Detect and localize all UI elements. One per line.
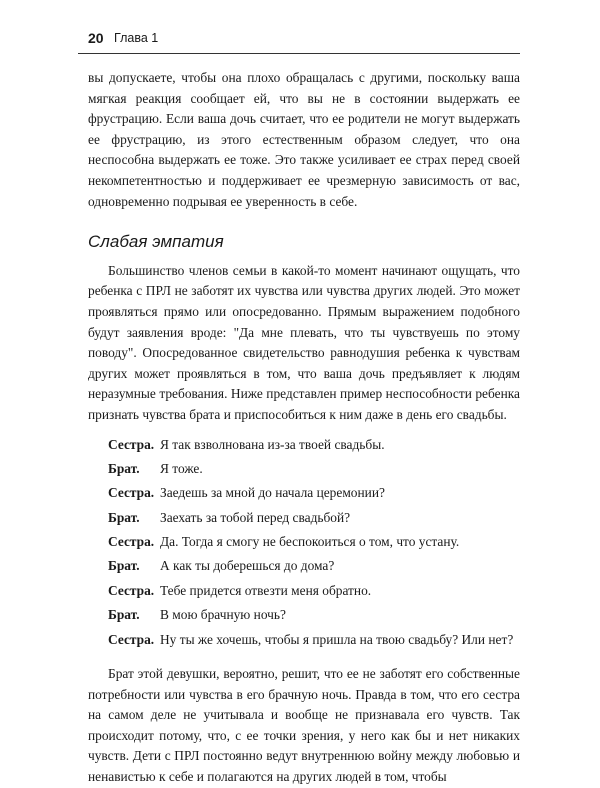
dialog-speaker: Брат. [108, 460, 140, 476]
paragraph-weak-empathy: Большинство членов семьи в какой-то момент начинают ощущать, что ребенка с ПРЛ не заботят их чувства или чувства других людей. Это может проявляться прямо или опосредованно. Прямым выражением подобного будут заявления вроде: "Да мне плевать, что ты чувствуешь по этому поводу". Опосредованное свидетельство равнодушия ребенка к чувствам других может проявляться в том, что ваша дочь предъявляет к людям неразумные требования. Ниже представлен пример неспособности ребенка признать чувства брата и приспособиться к ним даже в день его свадьбы. [88, 262, 520, 422]
dialog-text: Ну ты же хочешь, чтобы я пришла на твою свадьбу? Или нет? [160, 631, 514, 647]
dialog-speaker: Брат. [108, 558, 140, 574]
header-rule [78, 53, 520, 54]
page-number: 20 [88, 30, 104, 46]
dialog-speaker: Брат. [108, 607, 140, 623]
dialog-speaker: Сестра. [108, 436, 155, 452]
dialog-line [108, 581, 520, 605]
dialog-text: Да. Тогда я смогу не беспокоиться о том, что устану. [160, 534, 460, 550]
dialog-line [108, 556, 520, 580]
dialog-text: Заехать за тобой перед свадьбой? [160, 509, 351, 525]
dialog-text: А как ты доберешься до дома? [160, 558, 335, 574]
paragraph-brother: Брат этой девушки, вероятно, решит, что ее не заботят его собственные потребности или чувства в его брачную ночь. Правда в том, что его сестра на самом деле не учитывала и вообще не признавала его чувств. Так происходит потому, что, с ее точки зрения, у него как бы и нет никаких чувств. Дети с ПРЛ постоянно ведут внутреннюю войну между любовью и ненавистью к себе и полагаются на других людей в том, чтобы [88, 666, 520, 784]
paragraph-continuation: вы допускаете, чтобы она плохо обращалась с другими, поскольку ваша мягкая реакция сообщает ей, что вы не в состоянии выдержать ее фрустрацию. Если ваша дочь считает, что ее родители не могут выдержать ее фрустрацию, из этого естественным образом следует, что она неспособна выдержать ее тоже. Это также усиливает ее страх перед своей некомпетентностью и поддерживает ее чрезмерную зависимость от вас, одновременно подрывая ее уверенность в себе. [88, 70, 520, 209]
dialog-speaker: Сестра. [108, 485, 155, 501]
dialog-speaker: Брат. [108, 509, 140, 525]
dialog-speaker: Сестра. [108, 631, 155, 647]
running-header [88, 30, 520, 50]
dialog-text: Тебе придется отвезти меня обратно. [160, 582, 372, 598]
dialog-line [108, 435, 520, 459]
dialog-text: Заедешь за мной до начала церемонии? [160, 485, 385, 501]
dialog-line [108, 630, 520, 654]
dialog-text: Я так взволнована из-за твоей свадьбы. [160, 436, 385, 452]
page-body [88, 68, 520, 788]
dialog-line [108, 459, 520, 483]
section-heading: Слабая эмпатия [88, 232, 224, 252]
dialog-line [108, 605, 520, 629]
dialog-line [108, 532, 520, 556]
dialog-text: Я тоже. [160, 460, 203, 476]
chapter-title: Глава 1 [114, 31, 159, 45]
dialog-speaker: Сестра. [108, 534, 155, 550]
dialog-line [108, 483, 520, 507]
dialog-text: В мою брачную ночь? [160, 607, 286, 623]
dialog-block [108, 435, 520, 655]
dialog-line [108, 508, 520, 532]
dialog-speaker: Сестра. [108, 582, 155, 598]
